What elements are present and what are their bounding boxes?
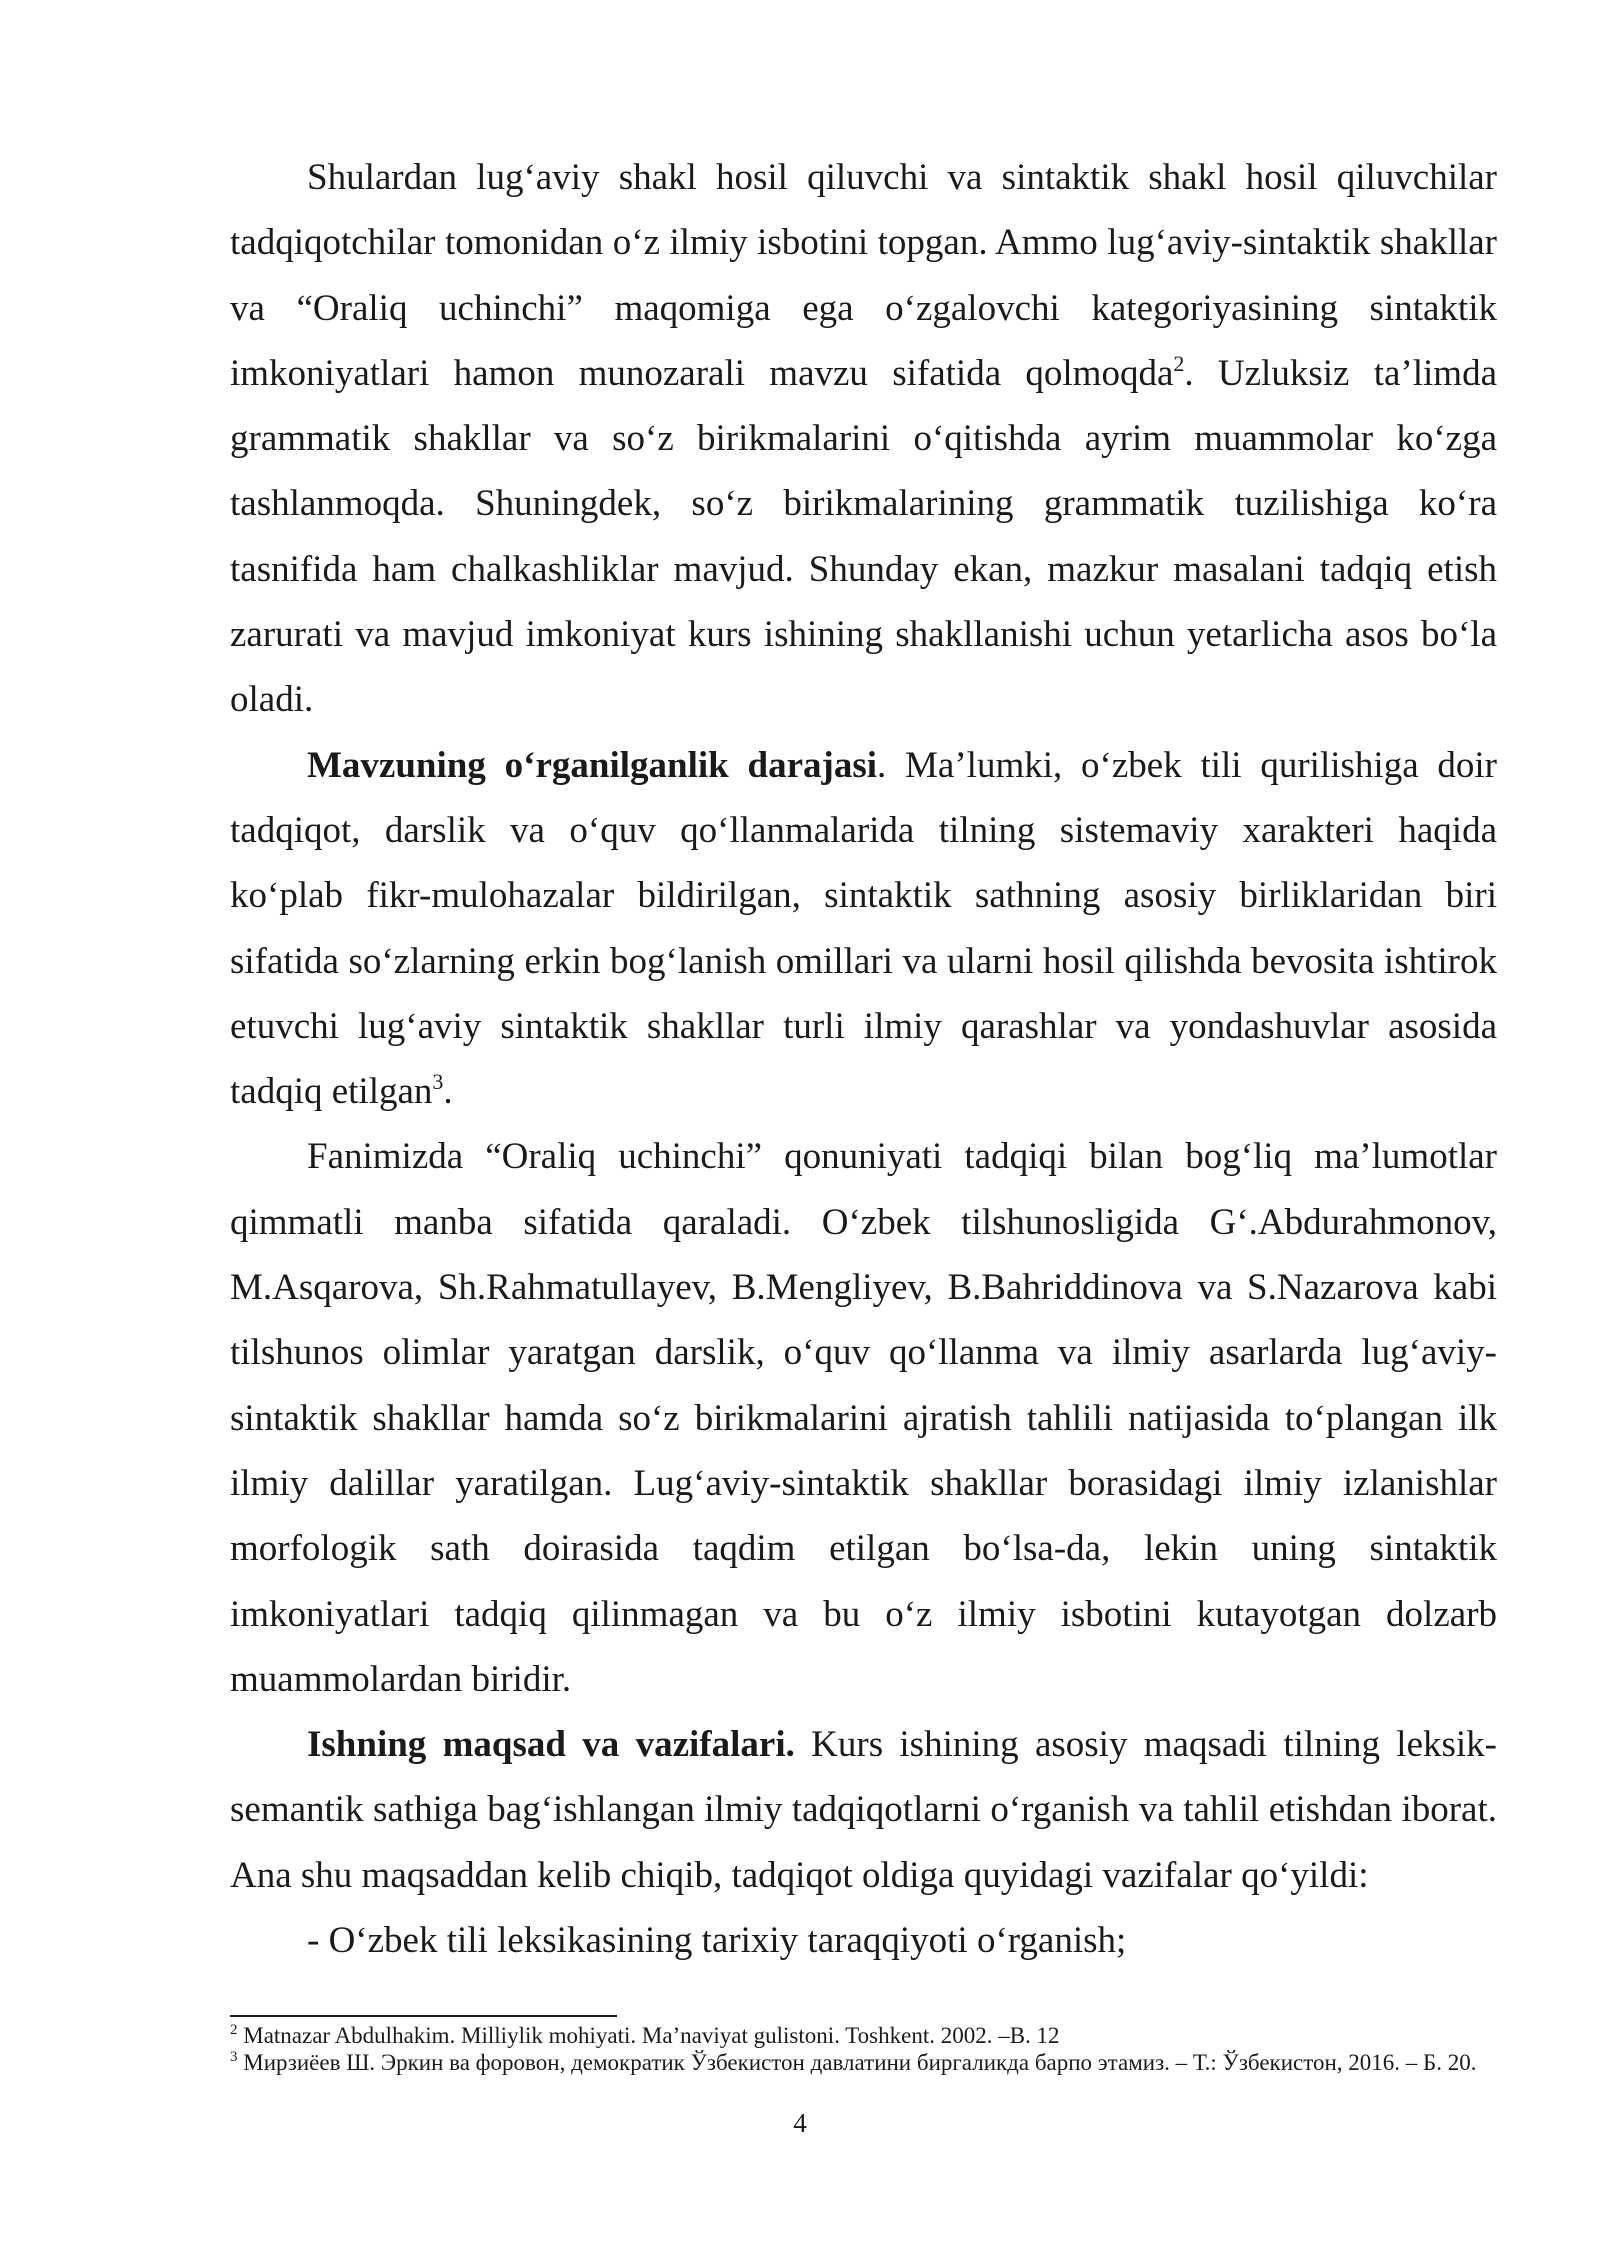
footnote-text: Мирзиёев Ш. Эркин ва форовон, демократик Ўзбекистон давлатини биргаликда барпо этамиз. – Т.: Ўзбекистон, 2016. – Б. 20. [237, 2050, 1477, 2075]
section-heading-aims: Ishning maqsad va vazifalari. [307, 1724, 795, 1766]
paragraph-2-tail: . [443, 1071, 453, 1113]
page-number: 4 [793, 2108, 807, 2138]
paragraph-1-text: Shulardan lug‘aviy shakl hosil qiluvchi va sintaktik shakl hosil qiluvchilar tadqiqotchilar tomonidan o‘z ilmiy isbotini topgan. Ammo lug‘aviy-sintaktik shakllar va “Oraliq uchinchi” maqomiga ega o‘zgalovchi kategoriyasining sintaktik imkoniyatlari hamon munozarali mavzu sifatida qolmoqda [230, 157, 1497, 394]
paragraph-4-text: Kurs ishining asosiy maqsadi tilning leksik-semantik sathiga bag‘ishlangan ilmiy tadqiqotlarni o‘rganish va tahlil etishdan iborat. Ana shu maqsaddan kelib chiqib, tadqiqot oldiga quyidagi vazifalar qo‘yildi: [230, 1724, 1497, 1896]
list-item [230, 1908, 1497, 1973]
footnote-number: 2 [230, 2022, 238, 2038]
paragraph-4 [230, 1712, 1497, 1908]
paragraph-1 [230, 145, 1497, 733]
paragraph-3 [230, 1124, 1497, 1712]
footnote-ref-2[interactable]: 2 [1173, 350, 1185, 376]
paragraph-2 [230, 733, 1497, 1125]
section-heading-study-level: Mavzuning o‘rganilganlik darajasi [307, 744, 877, 786]
footnote-2 [230, 2022, 1497, 2049]
paragraph-3-text: Fanimizda “Oraliq uchinchi” qonuniyati tadqiqi bilan bog‘liq ma’lumotlar qimmatli manba sifatida qaraladi. O‘zbek tilshunosligida G‘.Abdurahmonov, M.Asqarova, Sh.Rahmatullayev, B.Mengliyev, B.Bahriddinova va S.Nazarova kabi tilshunos olimlar yaratgan darslik, o‘quv qo‘llanma va ilmiy asarlarda lug‘aviy-sintaktik shakllar hamda so‘z birikmalarini ajratish tahlili natijasida to‘plangan ilk ilmiy dalillar yaratilgan. Lug‘aviy-sintaktik shakllar borasidagi ilmiy izlanishlar morfologik sath doirasida taqdim etilgan bo‘lsa-da, lekin uning sintaktik imkoniyatlari tadqiq qilinmagan va bu o‘z ilmiy isbotini kutayotgan dolzarb muammolardan biridir. [230, 1136, 1497, 1700]
paragraph-1-tail: . Uzluksiz ta’limda grammatik shakllar va so‘z birikmalarini o‘qitishda ayrim muammolar ko‘zga tashlanmoqda. Shuningdek, so‘z birikmalarining grammatik tuzilishiga ko‘ra tasnifida ham chalkashliklar mavjud. Shunday ekan, mazkur masalani tadqiq etish zarurati va mavjud imkoniyat kurs ishining shakllanishi uchun yetarlicha asos bo‘la oladi. [230, 352, 1497, 721]
footnote-ref-3[interactable]: 3 [432, 1069, 444, 1095]
footnote-3 [230, 2049, 1497, 2076]
footnote-separator [230, 2015, 617, 2017]
document-body [230, 145, 1497, 1973]
list-item-text: - O‘zbek tili leksikasining tarixiy taraqqiyoti o‘rganish; [307, 1920, 1127, 1962]
footnote-number: 3 [230, 2049, 238, 2065]
paragraph-2-text: . Ma’lumki, o‘zbek tili qurilishiga doir tadqiqot, darslik va o‘quv qo‘llanmalarida tilning sistemaviy xarakteri haqida ko‘plab fikr-mulohazalar bildirilgan, sintaktik sathning asosiy birliklaridan biri sifatida so‘zlarning erkin bog‘lanish omillari va ularni hosil qilishda bevosita ishtirok etuvchi lug‘aviy sintaktik shakllar turli ilmiy qarashlar va yondashuvlar asosida tadqiq etilgan [230, 744, 1497, 1113]
footnote-text: Matnazar Abdulhakim. Milliylik mohiyati. Ma’naviyat gulistoni. Toshkent. 2002. –B. 12 [237, 2023, 1060, 2048]
footnotes [230, 2022, 1497, 2076]
